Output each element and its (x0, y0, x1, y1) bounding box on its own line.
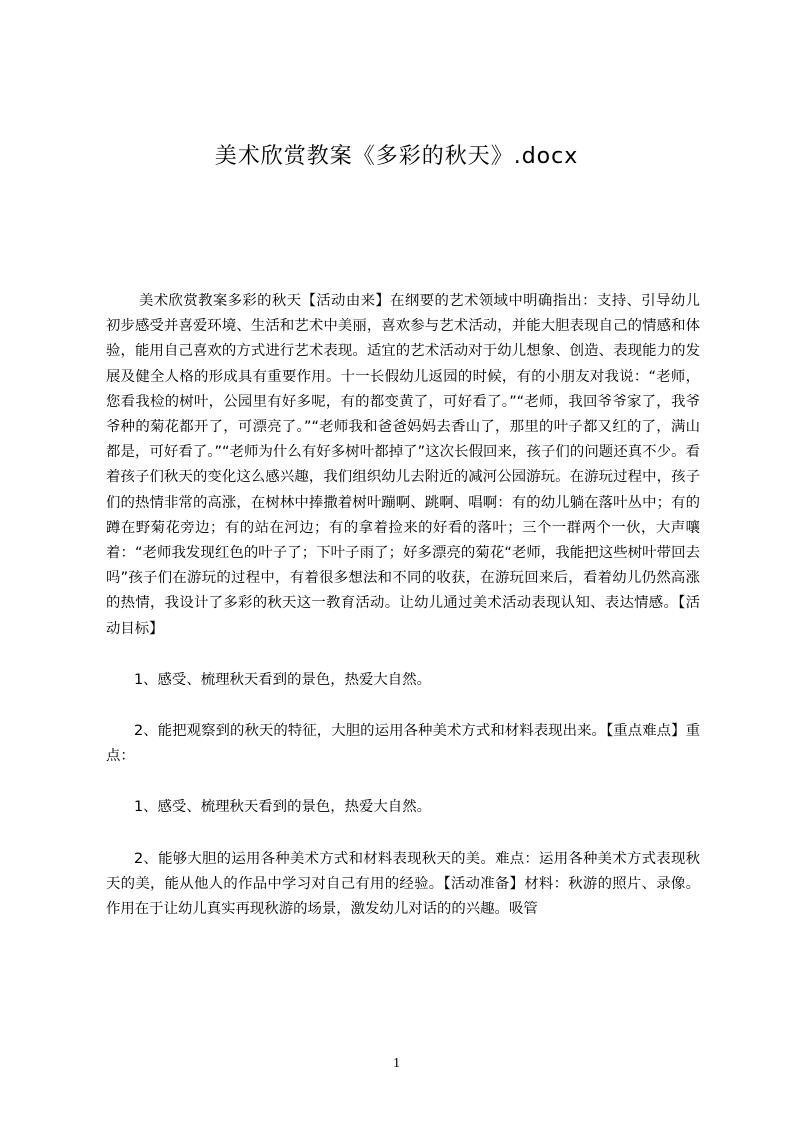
paragraph-goal-1: 1、感受、梳理秋天看到的景色，热爱大自然。 (134, 671, 431, 688)
document-title: 美术欣赏教案《多彩的秋天》.docx (214, 144, 579, 169)
paragraph-key-point-1: 1、感受、梳理秋天看到的景色，热爱大自然。 (134, 799, 431, 816)
paragraph-goal-2: 2、能把观察到的秋天的特征，大胆的运用各种美术方式和材料表现出来。【重点难点】重点： (106, 723, 700, 765)
paragraph-key-point-2: 2、能够大胆的运用各种美术方式和材料表现秋天的美。难点：运用各种美术方式表现秋天的美，能从他人的作品中学习对自己有用的经验。【活动准备】材料：秋游的照片、录像。作用在于让幼儿真实再现秋游的场景，激发幼儿对话的的兴趣。吸管 (106, 850, 700, 918)
paragraph-activity-origin: 美术欣赏教案多彩的秋天【活动由来】在纲要的艺术领域中明确指出：支持、引导幼儿初步感受并喜爱环境、生活和艺术中美丽，喜欢参与艺术活动，并能大胆表现自己的情感和体验，能用自己喜欢的方式进行艺术表现。适宜的艺术活动对于幼儿想象、创造、表现能力的发展及健全人格的形成具有重要作用。十一长假幼儿返园的时候，有的小朋友对我说：“老师，您看我检的树叶，公园里有好多呢，有的都变黄了，可好看了。”“老师，我回爷爷家了，我爷爷种的菊花都开了，可漂亮了。”“老师我和爸爸妈妈去香山了，那里的叶子都又红的了，满山都是，可好看了。”“老师为什么有好多树叶都掉了”这次长假回来，孩子们的问题还真不少。看着孩子们秋天的变化这么感兴趣，我们组织幼儿去附近的减河公园游玩。在游玩过程中，孩子们的热情非常的高涨，在树林中捧撒着树叶蹦啊、跳啊、唱啊：有的幼儿躺在落叶丛中；有的蹲在野菊花旁边；有的站在河边；有的拿着捡来的好看的落叶；三个一群两个一伙，大声嚷着：“老师我发现红色的叶子了；下叶子雨了；好多漂亮的菊花“老师，我能把这些树叶带回去吗”孩子们在游玩的过程中，有着很多想法和不同的收获，在游玩回来后，看着幼儿仍然高涨的热情，我设计了多彩的秋天这一教育活动。让幼儿通过美术活动表现认知、表达情感。【活动目标】 (106, 293, 700, 637)
page-number: 1 (393, 1056, 400, 1071)
document-body (106, 289, 700, 922)
